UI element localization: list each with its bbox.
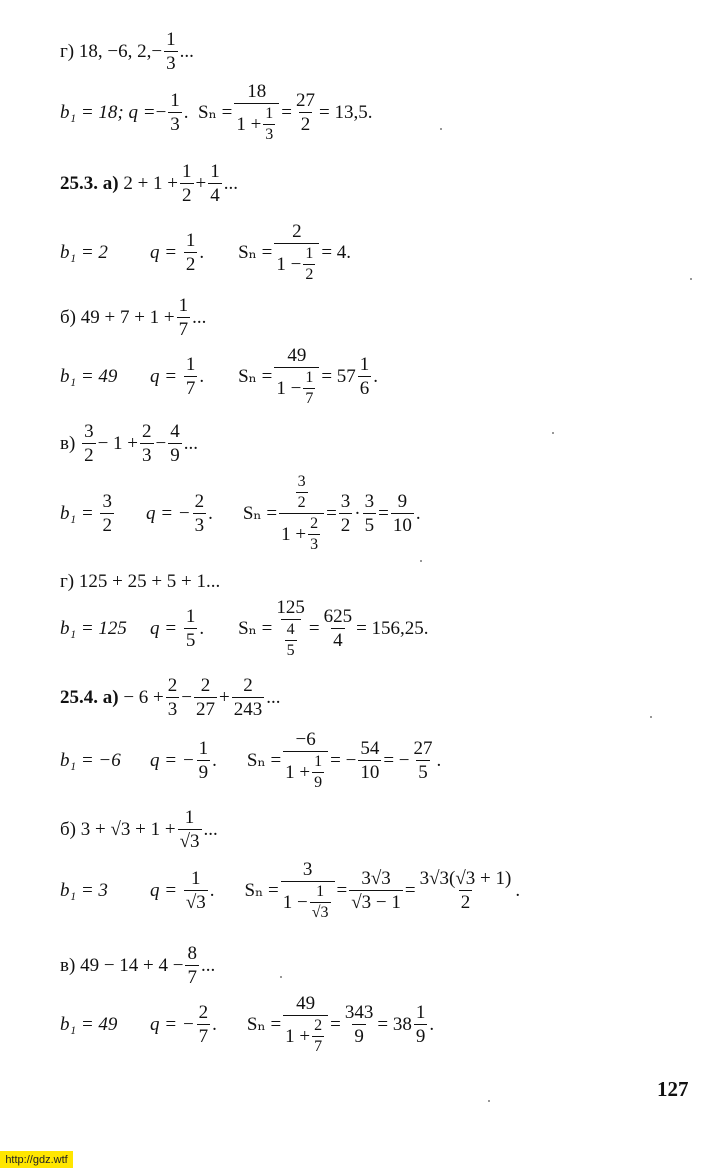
- numerator: 3√3(√3 + 1): [419, 868, 512, 889]
- result-fraction: [358, 739, 381, 782]
- problem-25-3-v: [60, 422, 198, 465]
- denominator: 4: [333, 630, 343, 651]
- numerator: 3: [84, 421, 94, 442]
- numerator: 2: [243, 675, 253, 696]
- sum-fraction: [283, 730, 328, 791]
- sum-fraction: [281, 860, 335, 921]
- numerator: 1: [415, 1002, 426, 1023]
- denominator: [283, 1015, 328, 1055]
- numerator: 1: [185, 606, 196, 627]
- minus-sign: −: [155, 102, 167, 123]
- denominator: 5: [364, 515, 375, 536]
- inner-fraction: [296, 474, 308, 511]
- numerator: 2: [314, 1017, 323, 1034]
- denominator: 3: [265, 126, 274, 143]
- b1-value: b₁ = 2: [60, 242, 108, 263]
- result-value: = 38: [377, 1014, 412, 1035]
- mixed-fraction: [358, 355, 372, 398]
- ellipsis: ...: [192, 307, 207, 328]
- sum-fraction: [274, 222, 319, 283]
- sum-label: Sₙ =: [242, 503, 278, 524]
- denominator: 3: [310, 536, 319, 553]
- sequence-text: − 6 +: [123, 687, 164, 708]
- problem-25-4-v-solution: b₁ = 49 q = − $\frac{2}{7}$ . Sₙ = 49 1 + $\frac{2}{7}$ = $\frac{343}{9}$ = 38 $\frac{1}{9}$ .: [60, 993, 435, 1055]
- sum-fraction: [279, 474, 324, 553]
- numerator: 2: [292, 221, 302, 242]
- period: .: [415, 503, 421, 524]
- b1-value: b₁ = 49: [60, 1014, 118, 1035]
- numerator: 3√3: [361, 868, 391, 889]
- period: .: [212, 1014, 217, 1035]
- numerator: 2: [200, 675, 211, 696]
- fraction: [168, 422, 182, 465]
- sum-label: Sₙ =: [238, 242, 273, 263]
- denominator: 9: [354, 1026, 364, 1047]
- denominator: √3: [185, 892, 206, 913]
- numerator: 1: [182, 161, 192, 182]
- q-label: q =: [150, 242, 178, 263]
- result-fraction: [391, 492, 414, 535]
- plus: +: [195, 173, 207, 194]
- ellipsis: ...: [179, 41, 194, 62]
- numerator: 1: [185, 354, 196, 375]
- numerator: 2: [198, 1002, 209, 1023]
- period: .: [199, 366, 205, 387]
- numerator: 1: [210, 161, 220, 182]
- result-fraction: [322, 607, 355, 650]
- fraction: [140, 422, 154, 465]
- b1-value: b₁ = −6: [60, 750, 121, 771]
- numerator: −6: [295, 729, 316, 750]
- q-label: q =: [150, 618, 178, 639]
- ellipsis: ...: [200, 955, 216, 976]
- period: .: [199, 618, 205, 639]
- problem-25-3-g: [60, 572, 220, 591]
- numerator: 1: [185, 230, 196, 251]
- denominator: 2: [102, 515, 112, 536]
- denominator-prefix: 1 −: [276, 254, 302, 275]
- scan-speck: [690, 278, 692, 280]
- denominator: √3 − 1: [351, 892, 401, 913]
- numerator: 18: [247, 81, 267, 102]
- inner-fraction: [310, 884, 331, 921]
- numerator: 4: [286, 621, 295, 638]
- b1-value: b₁ = 3: [60, 880, 108, 901]
- problem-25-4-v: [60, 944, 215, 987]
- fraction: [177, 296, 191, 339]
- operator: −: [181, 687, 192, 708]
- denominator: 10: [360, 762, 380, 783]
- result-fraction: [349, 869, 403, 912]
- result-fraction: [363, 492, 377, 535]
- operator: +: [218, 687, 230, 708]
- q-label: q = −: [150, 750, 195, 771]
- numerator: [292, 474, 312, 513]
- denominator: 5: [418, 762, 428, 783]
- period: .: [209, 880, 215, 901]
- item-g-sequence: [60, 30, 194, 73]
- numerator: 9: [397, 491, 408, 512]
- problem-25-4-b: [60, 808, 218, 851]
- scan-speck: [440, 128, 442, 130]
- multiply-dot: ·: [354, 503, 361, 524]
- fraction: [166, 676, 180, 719]
- denominator: 5: [185, 630, 196, 651]
- problem-25-3-b: [60, 296, 206, 339]
- sequence-text: 2 + 1 +: [123, 173, 179, 194]
- q-fraction: [184, 231, 198, 274]
- numerator: 1: [184, 807, 195, 828]
- problem-label: 25.3. а): [60, 173, 119, 194]
- denominator: 6: [359, 378, 370, 399]
- watermark-link[interactable]: http://gdz.wtf: [0, 1151, 73, 1168]
- problem-25-4-b-solution: b₁ = 3 q = $\frac{1}{√3}$ . Sₙ = 3 1 − $\frac{1}{√3}$ = $\frac{3√3}{√3 - 1}$ = $\frac{3√3(√3 + 1)}{2}$ .: [60, 859, 521, 921]
- numerator: 1: [305, 245, 314, 262]
- item-label: б): [60, 307, 76, 328]
- item-label: г): [60, 41, 75, 62]
- sequence-text: 125 + 25 + 5 + 1...: [78, 571, 221, 592]
- operator: − 1 +: [97, 433, 138, 454]
- b1-value: b₁ = 49: [60, 366, 118, 387]
- problem-25-3-g-solution: b₁ = 125 q = $\frac{1}{5}$ . Sₙ = $\frac{125}{\frac{4}{5}}$ = $\frac{625}{4}$ = 156,25.: [60, 597, 429, 659]
- numerator: 3: [302, 859, 313, 880]
- scan-speck: [488, 1100, 490, 1102]
- denominator: [234, 103, 279, 143]
- period: .: [436, 750, 442, 771]
- problem-25-4-a-solution: b₁ = −6 q = − $\frac{1}{9}$ . Sₙ = −6 1 + $\frac{1}{9}$ = − $\frac{54}{10}$ = − $\frac{27}{5}$ .: [60, 729, 442, 791]
- sequence-text: 18, −6, 2,: [78, 41, 152, 62]
- inner-fraction: [303, 370, 315, 407]
- q-fraction: [197, 1003, 211, 1046]
- denominator: 27: [195, 699, 215, 720]
- result-value: = 4.: [321, 242, 352, 263]
- sum-label: Sₙ =: [246, 1014, 282, 1035]
- minus-sign: −: [151, 41, 163, 62]
- denominator: 2: [460, 892, 471, 913]
- fraction: [164, 30, 178, 73]
- period: .: [199, 242, 205, 263]
- ellipsis: ...: [203, 819, 218, 840]
- numerator: 2: [310, 515, 319, 532]
- numerator: 3: [102, 491, 112, 512]
- denominator: 3: [166, 53, 176, 74]
- problem-25-3-b-solution: [60, 346, 378, 407]
- problem-label: 25.4. а): [60, 687, 119, 708]
- numerator: 27: [296, 90, 315, 111]
- q-fraction: [197, 739, 211, 782]
- b1-value: b₁ = 18; q =: [60, 102, 156, 123]
- equals: =: [281, 102, 292, 123]
- fraction: [180, 162, 194, 205]
- denominator: 243: [233, 699, 263, 720]
- q-fraction: [184, 607, 198, 650]
- denominator: 2: [300, 114, 311, 135]
- scan-speck: [552, 432, 554, 434]
- numerator: 125: [276, 597, 305, 618]
- scan-speck: [280, 976, 282, 978]
- b1-value: b₁ = 125: [60, 618, 127, 639]
- denominator: √3: [311, 904, 329, 921]
- sum-fraction: [283, 994, 328, 1055]
- ellipsis: ...: [266, 687, 281, 708]
- q-label: q = −: [150, 1014, 195, 1035]
- denominator: 9: [170, 445, 180, 466]
- denominator: 3: [194, 515, 205, 536]
- numerator: 1: [359, 354, 370, 375]
- numerator: 1: [170, 90, 180, 111]
- sum-label: Sₙ =: [238, 366, 273, 387]
- numerator: 1: [198, 738, 209, 759]
- period: .: [212, 750, 217, 771]
- denominator: 3: [170, 114, 180, 135]
- result-value: = 57: [321, 366, 356, 387]
- denominator: √3: [179, 831, 200, 852]
- numerator: 8: [187, 943, 197, 964]
- sum-fraction: [274, 346, 319, 407]
- numerator: 1: [316, 883, 325, 900]
- denominator: [274, 367, 319, 407]
- numerator: 1: [166, 29, 176, 50]
- fraction: [82, 422, 96, 465]
- numerator: 1: [191, 868, 201, 889]
- b1-fraction: [100, 492, 114, 535]
- denominator: 10: [392, 515, 412, 536]
- denominator-prefix: 1 +: [285, 1026, 311, 1047]
- denominator: [274, 243, 319, 283]
- inner-fraction: [303, 246, 315, 283]
- denominator-prefix: 1 +: [285, 762, 311, 783]
- denominator-prefix: 1 −: [276, 378, 302, 399]
- denominator: 9: [314, 774, 323, 791]
- problem-25-3-a-solution: [60, 222, 351, 283]
- inner-fraction: [285, 622, 297, 659]
- denominator: 3: [142, 445, 152, 466]
- denominator: 7: [305, 390, 314, 407]
- period: .: [429, 1014, 435, 1035]
- sequence-text: 49 + 7 + 1 +: [80, 307, 175, 328]
- denominator-prefix: 1 +: [281, 524, 307, 545]
- inner-fraction: [312, 754, 324, 791]
- denominator: 5: [286, 642, 295, 659]
- denominator: 3: [167, 699, 178, 720]
- denominator: 2: [84, 445, 94, 466]
- fraction: [208, 162, 222, 205]
- result-value: = 13,5.: [319, 102, 373, 123]
- numerator: 1: [305, 369, 314, 386]
- ellipsis: ...: [223, 173, 238, 194]
- q-label: q = −: [145, 503, 191, 524]
- denominator-prefix: 1 +: [236, 114, 262, 135]
- denominator: 7: [198, 1026, 209, 1047]
- denominator: [279, 513, 324, 553]
- numerator: 4: [170, 421, 180, 442]
- sum-label: Sₙ =: [244, 880, 279, 901]
- numerator: 1: [314, 753, 323, 770]
- period: .: [373, 366, 379, 387]
- numerator: 625: [323, 606, 353, 627]
- ellipsis: ...: [183, 433, 198, 454]
- numerator: 1: [265, 105, 274, 122]
- item-g-solution: [60, 82, 372, 143]
- numerator: 2: [142, 421, 152, 442]
- numerator: 1: [178, 295, 189, 316]
- q-fraction: [184, 869, 208, 912]
- denominator: 9: [415, 1026, 426, 1047]
- inner-fraction: [263, 106, 275, 143]
- scan-speck: [650, 716, 652, 718]
- numerator: 343: [344, 1002, 374, 1023]
- denominator: 2: [305, 266, 314, 283]
- numerator: 49: [287, 345, 307, 366]
- b1-label: b₁ =: [60, 503, 94, 524]
- denominator: 4: [210, 185, 220, 206]
- numerator: 3: [340, 491, 351, 512]
- numerator: 2: [194, 491, 205, 512]
- denominator: [281, 881, 335, 921]
- fraction: [178, 808, 202, 851]
- fraction: [185, 944, 199, 987]
- denominator: 2: [297, 494, 306, 511]
- mixed-fraction: [414, 1003, 428, 1046]
- numerator: 54: [360, 738, 380, 759]
- inner-fraction: [312, 1018, 324, 1055]
- denominator: 9: [198, 762, 209, 783]
- denominator: 7: [187, 967, 197, 988]
- denominator: 7: [185, 378, 196, 399]
- sum-fraction: [234, 82, 279, 143]
- denominator: 7: [178, 319, 189, 340]
- denominator: [283, 751, 328, 791]
- item-label: г): [60, 571, 75, 592]
- item-label: в): [60, 955, 76, 976]
- page-number: 127: [657, 1077, 689, 1101]
- sum-label: Sₙ =: [246, 750, 282, 771]
- item-label: б): [60, 819, 76, 840]
- q-label: q =: [150, 366, 178, 387]
- numerator: 2: [167, 675, 178, 696]
- denominator-prefix: 1 −: [282, 892, 308, 913]
- denominator: [281, 619, 301, 659]
- fraction: [194, 676, 217, 719]
- sum-fraction: [274, 598, 307, 659]
- item-label: в): [60, 433, 76, 454]
- denominator: 2: [185, 254, 196, 275]
- period: .: [208, 503, 213, 524]
- sum-label: Sₙ =: [238, 618, 273, 639]
- period: .: [183, 102, 189, 123]
- q-fraction: [193, 492, 207, 535]
- period: .: [515, 880, 521, 901]
- result-fraction: [343, 1003, 376, 1046]
- fraction: [232, 676, 265, 719]
- denominator: 2: [340, 515, 351, 536]
- numerator: 49: [296, 993, 316, 1014]
- q-fraction: [168, 91, 182, 134]
- operator: −: [155, 433, 167, 454]
- result-fraction: [339, 492, 353, 535]
- numerator: 3: [364, 491, 375, 512]
- numerator: 3: [297, 473, 306, 490]
- inner-fraction: [308, 516, 320, 553]
- sequence-text: 3 + √3 + 1 +: [80, 819, 176, 840]
- sequence-text: 49 − 14 + 4 −: [80, 955, 184, 976]
- result-fraction: [294, 91, 317, 134]
- result-fraction: [412, 739, 435, 782]
- q-fraction: [184, 355, 198, 398]
- result-value: = 156,25.: [356, 618, 429, 639]
- result-fraction: [418, 869, 514, 912]
- denominator: 2: [182, 185, 192, 206]
- numerator: 27: [413, 738, 433, 759]
- problem-25-4-a: [60, 676, 280, 719]
- sum-label: Sₙ =: [198, 102, 233, 123]
- scan-speck: [420, 560, 422, 562]
- problem-25-3-a: [60, 162, 238, 205]
- q-label: q =: [150, 880, 178, 901]
- problem-25-3-v-solution: b₁ = $\frac{3}{2}$ q = − $\frac{2}{3}$ . Sₙ = $\frac{3}{2}$ 1 + $\frac{2}{3}$ = $\frac{3}{2}$ · $\frac{3}{5}$ = $\frac{9}{10}$ .: [60, 473, 421, 553]
- denominator: 7: [314, 1038, 323, 1055]
